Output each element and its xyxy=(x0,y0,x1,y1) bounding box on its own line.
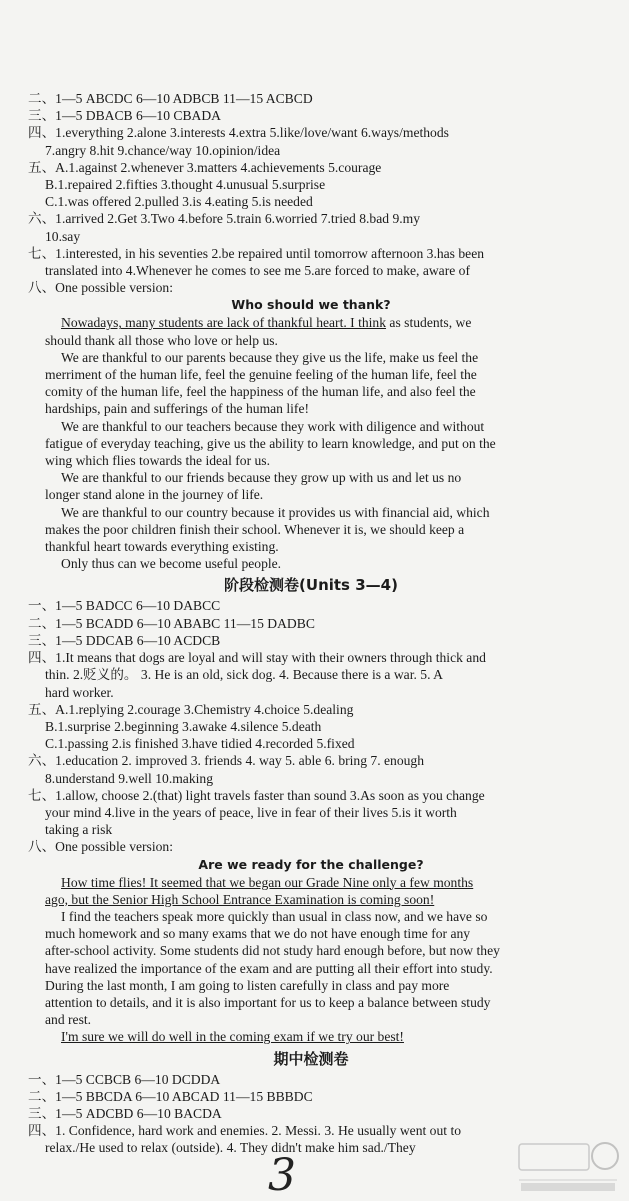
essay-line: longer stand alone in the journey of life. xyxy=(45,487,264,503)
essay-line: should thank all those who love or help us. xyxy=(45,332,278,348)
underlined-text: How time flies! It seemed that we began our Grade Nine only a few months xyxy=(61,874,474,890)
answer-line: 10.say xyxy=(45,228,81,244)
essay-text: as students, we xyxy=(386,315,472,331)
answer-line: 二、1—5 ABCDC 6—10 ADBCB 11—15 ACBCD xyxy=(28,91,313,106)
essay-line xyxy=(28,874,594,891)
essay-line: thankful heart towards everything existing. xyxy=(45,539,279,555)
answer-line: 一、1—5 BADCC 6—10 DABCC xyxy=(28,598,221,614)
essay-line: comity of the human life, feel the happiness of the human life, and also feel the xyxy=(45,384,476,400)
answer-line: 三、1—5 DBACB 6—10 CBADA xyxy=(28,108,221,124)
watermark-logo xyxy=(513,1138,623,1194)
answer-line: C.1.was offered 2.pulled 3.is 4.eating 5.is needed xyxy=(45,194,313,210)
answer-page xyxy=(28,90,594,1157)
answer-line: 六、1.arrived 2.Get 3.Two 4.before 5.train 6.worried 7.tried 8.bad 9.my xyxy=(28,211,421,227)
answer-line: 八、One possible version: xyxy=(28,280,173,296)
underlined-text: Nowadays, many students are lack of thankful heart. I think xyxy=(61,315,387,331)
answer-line: 一、1—5 CCBCB 6—10 DCDDA xyxy=(28,1071,221,1087)
answer-line: B.1.repaired 2.fifties 3.thought 4.unusual 5.surprise xyxy=(45,177,326,193)
essay-line: We are thankful to our friends because they grow up with us and let us no xyxy=(61,470,462,486)
answer-line: 八、One possible version: xyxy=(28,839,173,855)
essay-line: attention to details, and it is also important for us to keep a balance between study xyxy=(45,994,491,1010)
essay-line: Only thus can we become useful people. xyxy=(61,556,282,572)
essay-line: I find the teachers speak more quickly than usual in class now, and we have so xyxy=(61,908,488,924)
answer-line: thin. 2.贬义的。 3. He is an old, sick dog. 4. Because there is a war. 5. A xyxy=(45,667,443,683)
answer-line: C.1.passing 2.is finished 3.have tidied 4.recorded 5.fixed xyxy=(45,736,355,752)
essay-line: and rest. xyxy=(45,1012,92,1028)
essay-line: During the last month, I am going to listen carefully in class and pay more xyxy=(45,977,450,993)
answer-line: 7.angry 8.hit 9.chance/way 10.opinion/idea xyxy=(45,142,281,158)
section-title: 期中检测卷 xyxy=(273,1049,349,1068)
essay-line: We are thankful to our teachers because they work with diligence and without xyxy=(61,418,485,434)
essay-title: Are we ready for the challenge? xyxy=(198,856,424,872)
answer-line: 四、1. Confidence, hard work and enemies. 2. Messi. 3. He usually went out to xyxy=(28,1123,462,1139)
answer-line: taking a risk xyxy=(45,822,113,838)
answer-line: 七、1.interested, in his seventies 2.be repaired until tomorrow afternoon 3.has been xyxy=(28,245,485,261)
essay-line: wing which flies towards the ideal for us. xyxy=(45,453,271,469)
essay-line: have realized the importance of the exam and are putting all their effort into study. xyxy=(45,960,493,976)
essay-line xyxy=(28,891,594,908)
answer-line: 五、A.1.replying 2.courage 3.Chemistry 4.choice 5.dealing xyxy=(28,701,354,717)
essay-line: We are thankful to our parents because they give us the life, make us feel the xyxy=(61,349,479,365)
essay-line: hardships, pain and sufferings of the human life! xyxy=(45,401,310,417)
essay-title: Who should we thank? xyxy=(231,297,391,313)
answer-line: 七、1.allow, choose 2.(that) light travels faster than sound 3.As soon as you change xyxy=(28,787,485,803)
answer-line: 8.understand 9.well 10.making xyxy=(45,770,214,786)
answer-line: 三、1—5 ADCBD 6—10 BACDA xyxy=(28,1105,222,1121)
answer-line: 六、1.education 2. improved 3. friends 4. way 5. able 6. bring 7. enough xyxy=(28,753,425,769)
answer-line: 二、1—5 BCADD 6—10 ABABC 11—15 DADBC xyxy=(28,615,315,631)
essay-line xyxy=(28,314,594,331)
answer-line: 四、1.It means that dogs are loyal and will stay with their owners through thick and xyxy=(28,650,486,666)
essay-line xyxy=(28,1028,594,1045)
essay-line: makes the poor children finish their school. Whenever it is, we should keep a xyxy=(45,521,465,537)
essay-line: merriment of the human life, feel the genuine feeling of the human life, feel the xyxy=(45,367,477,383)
underlined-text: I'm sure we will do well in the coming exam if we try our best! xyxy=(61,1029,404,1045)
answer-line: 四、1.everything 2.alone 3.interests 4.extra 5.like/love/want 6.ways/methods xyxy=(28,125,449,141)
essay-line: fatigue of everyday teaching, give us the ability to learn knowledge, and put on the xyxy=(45,435,496,451)
answer-line: relax./He used to relax (outside). 4. They didn't make him sad./They xyxy=(45,1140,416,1156)
answer-line: 二、1—5 BBCDA 6—10 ABCAD 11—15 BBBDC xyxy=(28,1088,313,1104)
answer-line: B.1.surprise 2.beginning 3.awake 4.silence 5.death xyxy=(45,718,322,734)
essay-line: after-school activity. Some students did not study hard enough before, but now they xyxy=(45,943,500,959)
answer-line: 三、1—5 DDCAB 6—10 ACDCB xyxy=(28,632,221,648)
essay-line: We are thankful to our country because it provides us with financial aid, which xyxy=(61,504,490,520)
answer-line: hard worker. xyxy=(45,684,114,700)
section-title: 阶段检测卷(Units 3—4) xyxy=(224,576,398,595)
answer-line: translated into 4.Whenever he comes to see me 5.are forced to make, aware of xyxy=(45,263,470,279)
underlined-text: ago, but the Senior High School Entrance Examination is coming soon! xyxy=(45,891,435,907)
answer-line: 五、A.1.against 2.whenever 3.matters 4.achievements 5.courage xyxy=(28,159,382,175)
answer-line: your mind 4.live in the years of peace, live in fear of their lives 5.is it worth xyxy=(45,804,457,820)
essay-line: much homework and so many exams that we do not have enough time for any xyxy=(45,926,471,942)
page-number: 3 xyxy=(268,1150,296,1201)
